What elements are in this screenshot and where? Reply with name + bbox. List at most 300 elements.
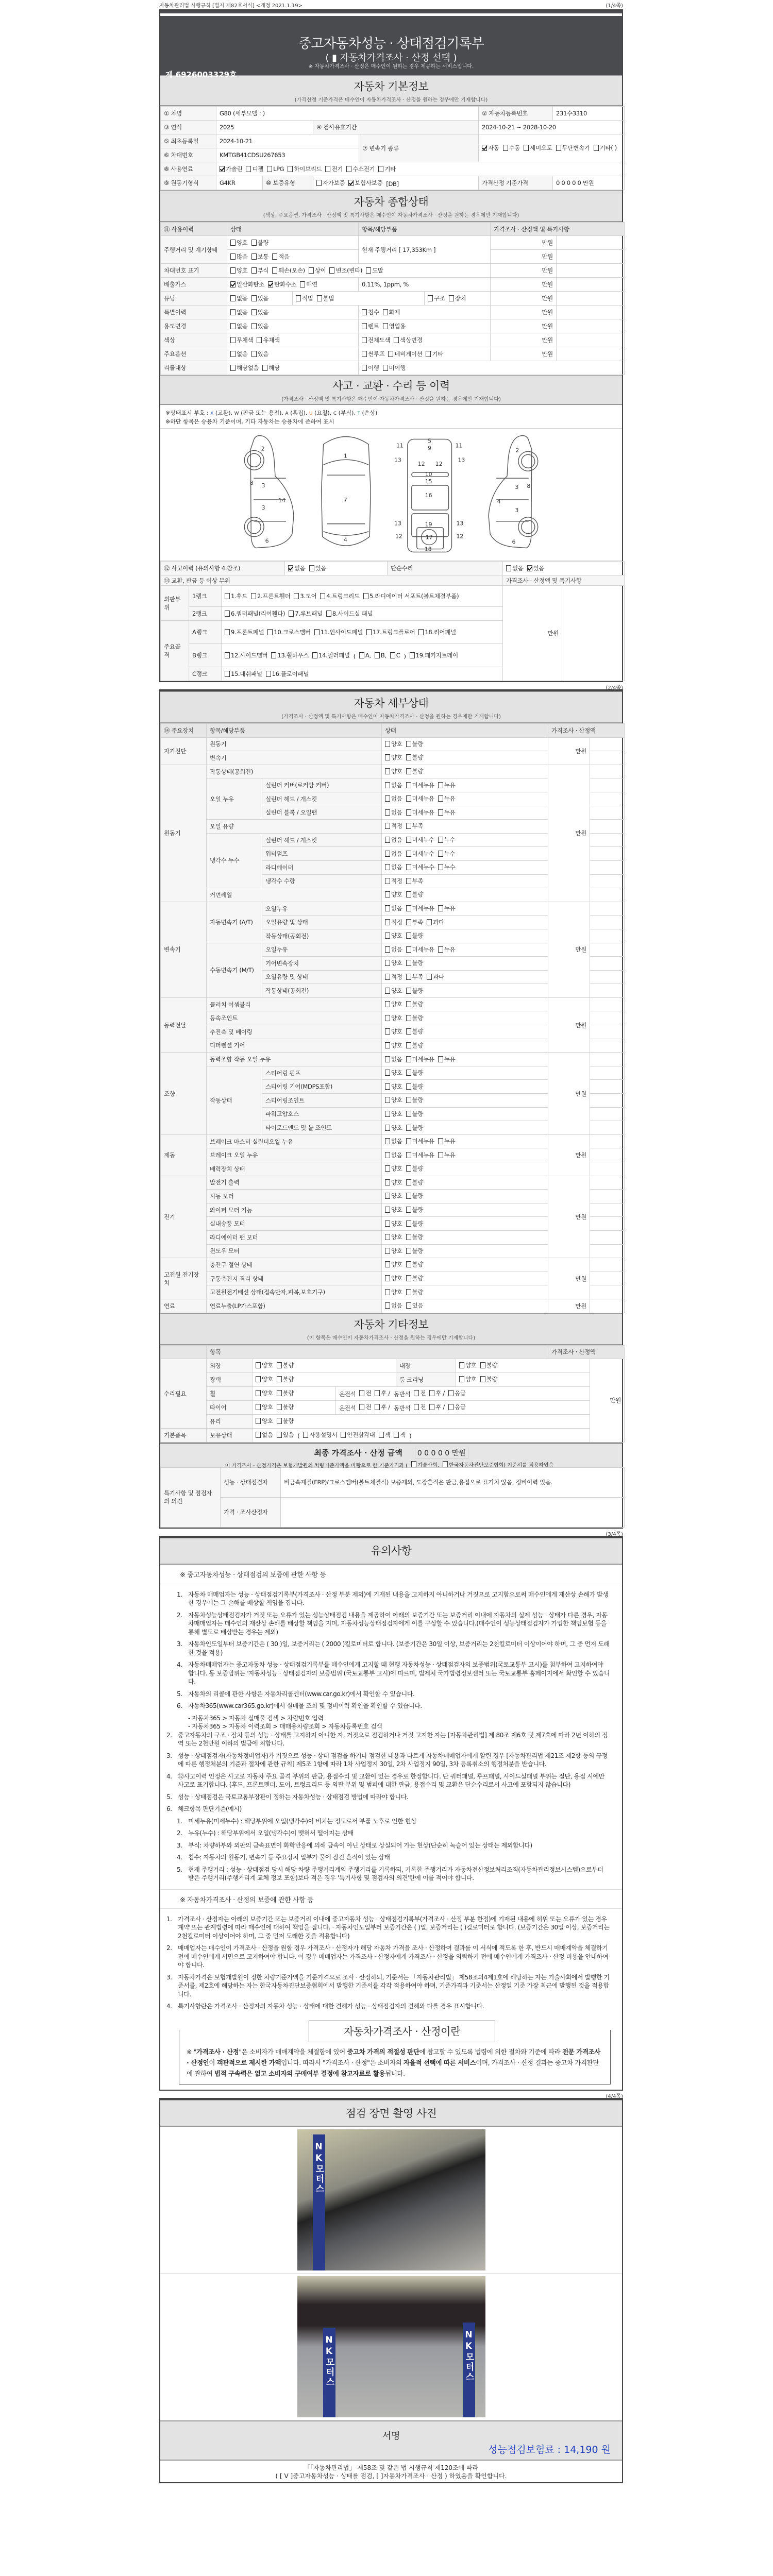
checkbox[interactable] — [406, 1001, 411, 1007]
checkbox-option[interactable] — [406, 808, 434, 817]
checkbox-option[interactable] — [251, 322, 269, 330]
checkbox[interactable] — [385, 782, 390, 788]
checkbox[interactable] — [426, 351, 431, 357]
checkbox-option[interactable] — [385, 890, 402, 899]
checkbox-option[interactable] — [385, 1082, 402, 1091]
checkbox[interactable] — [230, 309, 236, 315]
checkbox[interactable] — [385, 960, 390, 966]
checkbox-option[interactable] — [325, 165, 343, 173]
checkbox[interactable] — [385, 1111, 390, 1117]
checkbox[interactable] — [230, 323, 236, 329]
checkbox[interactable] — [429, 1390, 434, 1396]
checkbox[interactable] — [375, 1390, 380, 1396]
checkbox[interactable] — [246, 166, 251, 172]
checkbox[interactable] — [524, 145, 529, 151]
checkbox-option[interactable] — [256, 1361, 273, 1369]
checkbox[interactable] — [428, 295, 433, 301]
checkbox-option[interactable] — [594, 144, 617, 152]
checkbox[interactable] — [406, 891, 411, 897]
checkbox[interactable] — [383, 323, 388, 329]
checkbox-option[interactable] — [272, 252, 290, 261]
checkbox-option[interactable] — [296, 294, 313, 302]
checkbox-option[interactable] — [230, 308, 248, 316]
checkbox[interactable] — [277, 1404, 282, 1410]
checkbox-option[interactable] — [406, 1288, 424, 1296]
checkbox[interactable] — [385, 1015, 390, 1021]
checkbox[interactable] — [268, 281, 273, 287]
checkbox[interactable] — [385, 1221, 390, 1227]
checkbox-option[interactable] — [385, 1247, 402, 1255]
checkbox-option[interactable] — [406, 1274, 424, 1282]
checkbox[interactable] — [385, 1056, 390, 1062]
checkbox-option[interactable] — [316, 179, 345, 187]
checkbox[interactable] — [225, 652, 230, 658]
checkbox-option[interactable] — [406, 877, 424, 885]
checkbox-option[interactable] — [277, 1431, 294, 1439]
checkbox[interactable] — [289, 611, 294, 617]
checkbox-option[interactable] — [394, 1431, 406, 1439]
checkbox[interactable] — [256, 1432, 261, 1438]
checkbox[interactable] — [406, 1070, 411, 1076]
checkbox[interactable] — [267, 166, 272, 172]
checkbox[interactable] — [341, 1432, 346, 1438]
checkbox[interactable] — [482, 145, 487, 151]
checkbox[interactable] — [443, 1461, 448, 1467]
checkbox-option[interactable] — [230, 294, 248, 302]
checkbox-option[interactable] — [556, 144, 590, 152]
checkbox-option[interactable] — [385, 1124, 402, 1132]
checkbox[interactable] — [406, 1083, 411, 1090]
checkbox-option[interactable] — [366, 628, 415, 636]
checkbox-option[interactable] — [429, 1389, 445, 1397]
checkbox-option[interactable] — [379, 1431, 391, 1439]
checkbox[interactable] — [230, 281, 236, 287]
checkbox-option[interactable] — [309, 266, 326, 275]
checkbox-option[interactable] — [385, 931, 402, 940]
checkbox[interactable] — [256, 1418, 261, 1424]
checkbox[interactable] — [225, 671, 230, 677]
checkbox-option[interactable] — [220, 165, 242, 173]
checkbox[interactable] — [385, 1261, 390, 1267]
checkbox-option[interactable] — [268, 280, 296, 289]
checkbox[interactable] — [366, 267, 371, 274]
checkbox[interactable] — [406, 1125, 411, 1131]
checkbox[interactable] — [375, 652, 380, 658]
checkbox-option[interactable] — [257, 336, 279, 344]
checkbox[interactable] — [251, 253, 257, 260]
checkbox-option[interactable] — [406, 1137, 434, 1145]
checkbox-option[interactable] — [230, 266, 248, 275]
checkbox[interactable] — [448, 1390, 453, 1396]
checkbox-option[interactable] — [362, 308, 379, 316]
checkbox-option[interactable] — [385, 918, 402, 926]
checkbox-option[interactable] — [406, 1247, 424, 1255]
checkbox[interactable] — [251, 267, 257, 274]
checkbox-option[interactable] — [288, 564, 306, 572]
checkbox[interactable] — [406, 1207, 411, 1213]
checkbox[interactable] — [414, 1390, 419, 1396]
checkbox-option[interactable] — [406, 918, 424, 926]
checkbox[interactable] — [406, 1275, 411, 1281]
checkbox[interactable] — [406, 1179, 411, 1185]
checkbox-option[interactable] — [348, 179, 382, 187]
checkbox-option[interactable] — [438, 863, 456, 871]
checkbox-option[interactable] — [385, 1014, 402, 1022]
checkbox-option[interactable] — [427, 973, 444, 981]
checkbox[interactable] — [359, 1404, 364, 1410]
checkbox-option[interactable] — [385, 822, 402, 830]
checkbox-option[interactable] — [300, 280, 317, 289]
checkbox-option[interactable] — [383, 364, 406, 372]
checkbox-option[interactable] — [385, 1069, 402, 1077]
checkbox-option[interactable] — [230, 239, 248, 247]
checkbox-option[interactable] — [406, 1055, 434, 1063]
checkbox[interactable] — [385, 795, 390, 802]
checkbox-option[interactable] — [225, 628, 264, 636]
checkbox[interactable] — [385, 741, 390, 747]
checkbox[interactable] — [251, 323, 257, 329]
checkbox-option[interactable] — [414, 1389, 426, 1397]
checkbox-option[interactable] — [406, 1178, 424, 1187]
checkbox[interactable] — [459, 1376, 464, 1382]
checkbox-option[interactable] — [303, 1431, 337, 1439]
checkbox[interactable] — [277, 1362, 282, 1368]
checkbox[interactable] — [256, 1362, 261, 1368]
checkbox[interactable] — [594, 145, 599, 151]
checkbox-option[interactable] — [230, 280, 264, 289]
checkbox[interactable] — [325, 166, 330, 172]
checkbox-option[interactable] — [406, 1110, 424, 1118]
checkbox[interactable] — [385, 1234, 390, 1240]
checkbox[interactable] — [480, 1362, 485, 1368]
checkbox-option[interactable] — [385, 1178, 402, 1187]
checkbox-option[interactable] — [438, 850, 456, 858]
checkbox-option[interactable] — [385, 863, 402, 871]
checkbox[interactable] — [406, 1221, 411, 1227]
checkbox-option[interactable] — [359, 1389, 371, 1397]
checkbox[interactable] — [385, 754, 390, 760]
checkbox[interactable] — [410, 652, 415, 658]
checkbox-option[interactable] — [383, 308, 400, 316]
checkbox[interactable] — [480, 1376, 485, 1382]
checkbox[interactable] — [385, 1138, 390, 1144]
checkbox[interactable] — [251, 593, 256, 599]
checkbox-option[interactable] — [385, 1260, 402, 1268]
checkbox-option[interactable] — [406, 1082, 424, 1091]
checkbox[interactable] — [363, 593, 368, 599]
checkbox-option[interactable] — [406, 931, 424, 940]
checkbox[interactable] — [277, 1390, 282, 1396]
checkbox[interactable] — [385, 1248, 390, 1254]
checkbox-option[interactable] — [406, 1260, 424, 1268]
checkbox-option[interactable] — [385, 836, 402, 844]
checkbox[interactable] — [406, 905, 411, 911]
checkbox-option[interactable] — [385, 1055, 402, 1063]
checkbox-option[interactable] — [385, 1164, 402, 1173]
checkbox[interactable] — [438, 809, 443, 816]
checkbox[interactable] — [385, 1179, 390, 1185]
checkbox[interactable] — [406, 1152, 411, 1158]
checkbox-option[interactable] — [448, 1403, 466, 1411]
checkbox-option[interactable] — [385, 1096, 402, 1104]
checkbox-option[interactable] — [406, 1219, 424, 1228]
checkbox[interactable] — [438, 864, 443, 870]
checkbox-option[interactable] — [406, 781, 434, 789]
checkbox-option[interactable] — [406, 850, 434, 858]
checkbox[interactable] — [438, 1056, 443, 1062]
checkbox[interactable] — [385, 1302, 390, 1309]
checkbox[interactable] — [362, 365, 367, 371]
checkbox-option[interactable] — [251, 266, 269, 275]
checkbox-option[interactable] — [527, 564, 545, 572]
checkbox[interactable] — [362, 351, 367, 357]
checkbox[interactable] — [272, 253, 277, 260]
checkbox[interactable] — [427, 974, 432, 980]
checkbox[interactable] — [385, 823, 390, 829]
checkbox[interactable] — [438, 795, 443, 802]
checkbox-option[interactable] — [385, 740, 402, 748]
checkbox-option[interactable] — [406, 863, 434, 871]
checkbox-option[interactable] — [230, 322, 248, 330]
checkbox[interactable] — [296, 295, 301, 301]
checkbox-option[interactable] — [277, 1389, 294, 1397]
checkbox[interactable] — [385, 1083, 390, 1090]
checkbox[interactable] — [362, 323, 367, 329]
checkbox-option[interactable] — [267, 165, 284, 173]
checkbox-option[interactable] — [406, 1124, 424, 1132]
checkbox-option[interactable] — [341, 1431, 375, 1439]
checkbox[interactable] — [225, 629, 230, 635]
checkbox-option[interactable] — [230, 364, 259, 372]
checkbox-option[interactable] — [438, 808, 456, 817]
checkbox[interactable] — [230, 337, 236, 343]
checkbox-option[interactable] — [266, 670, 309, 678]
checkbox-option[interactable] — [385, 973, 402, 981]
checkbox[interactable] — [438, 837, 443, 843]
checkbox[interactable] — [390, 652, 395, 658]
checkbox[interactable] — [406, 795, 411, 802]
checkbox[interactable] — [556, 145, 561, 151]
checkbox[interactable] — [271, 652, 276, 658]
checkbox[interactable] — [288, 565, 293, 571]
checkbox-option[interactable] — [251, 308, 269, 316]
checkbox[interactable] — [385, 851, 390, 857]
checkbox-option[interactable] — [246, 165, 263, 173]
checkbox-option[interactable] — [385, 781, 402, 789]
checkbox-option[interactable] — [443, 1461, 553, 1468]
checkbox[interactable] — [230, 267, 236, 274]
checkbox-option[interactable] — [385, 1000, 402, 1008]
checkbox-option[interactable] — [251, 294, 269, 302]
checkbox-option[interactable] — [428, 294, 445, 302]
checkbox[interactable] — [406, 851, 411, 857]
checkbox-option[interactable] — [406, 1069, 424, 1077]
checkbox[interactable] — [230, 365, 236, 371]
checkbox[interactable] — [385, 1125, 390, 1131]
checkbox-option[interactable] — [406, 1041, 424, 1049]
checkbox-option[interactable] — [362, 322, 379, 330]
checkbox[interactable] — [294, 593, 299, 599]
checkbox-option[interactable] — [438, 1137, 456, 1145]
checkbox[interactable] — [385, 974, 390, 980]
checkbox-option[interactable] — [385, 1219, 402, 1228]
checkbox[interactable] — [406, 1042, 411, 1048]
checkbox-option[interactable] — [385, 753, 402, 761]
checkbox-option[interactable] — [459, 1375, 477, 1383]
checkbox-option[interactable] — [385, 1288, 402, 1296]
checkbox[interactable] — [406, 782, 411, 788]
checkbox-option[interactable] — [406, 1151, 434, 1159]
checkbox[interactable] — [406, 823, 411, 829]
checkbox[interactable] — [385, 1001, 390, 1007]
checkbox[interactable] — [385, 946, 390, 953]
checkbox-option[interactable] — [385, 808, 402, 817]
checkbox[interactable] — [362, 309, 367, 315]
checkbox[interactable] — [406, 1111, 411, 1117]
checkbox-option[interactable] — [406, 1206, 424, 1214]
checkbox-option[interactable] — [406, 959, 424, 967]
checkbox[interactable] — [272, 267, 277, 274]
checkbox[interactable] — [506, 565, 511, 571]
checkbox[interactable] — [346, 166, 351, 172]
checkbox[interactable] — [366, 629, 372, 635]
checkbox[interactable] — [406, 1056, 411, 1062]
checkbox[interactable] — [406, 960, 411, 966]
checkbox[interactable] — [277, 1418, 282, 1424]
checkbox[interactable] — [406, 1302, 411, 1309]
checkbox[interactable] — [348, 180, 354, 186]
checkbox[interactable] — [329, 267, 334, 274]
checkbox[interactable] — [378, 166, 383, 172]
checkbox[interactable] — [225, 593, 230, 599]
checkbox[interactable] — [448, 1404, 453, 1410]
checkbox[interactable] — [438, 782, 443, 788]
checkbox-option[interactable] — [375, 1389, 390, 1397]
checkbox[interactable] — [385, 988, 390, 994]
checkbox[interactable] — [385, 1042, 390, 1048]
checkbox-option[interactable] — [230, 336, 253, 344]
checkbox-option[interactable] — [406, 822, 424, 830]
checkbox-option[interactable] — [438, 1055, 456, 1063]
checkbox-option[interactable] — [438, 781, 456, 789]
checkbox-option[interactable] — [480, 1375, 498, 1383]
checkbox[interactable] — [385, 1289, 390, 1295]
checkbox-option[interactable] — [406, 945, 434, 954]
checkbox[interactable] — [385, 768, 390, 774]
checkbox[interactable] — [385, 1152, 390, 1158]
checkbox[interactable] — [406, 809, 411, 816]
checkbox[interactable] — [251, 309, 257, 315]
checkbox-option[interactable] — [438, 945, 456, 954]
checkbox-option[interactable] — [406, 1164, 424, 1173]
checkbox[interactable] — [449, 295, 454, 301]
checkbox[interactable] — [406, 1289, 411, 1295]
checkbox[interactable] — [385, 864, 390, 870]
checkbox-option[interactable] — [385, 877, 402, 885]
checkbox[interactable] — [256, 1390, 261, 1396]
checkbox[interactable] — [411, 1461, 416, 1467]
checkbox[interactable] — [406, 1165, 411, 1172]
checkbox[interactable] — [267, 629, 273, 635]
checkbox-option[interactable] — [406, 890, 424, 899]
checkbox-option[interactable] — [271, 651, 309, 659]
checkbox[interactable] — [230, 295, 236, 301]
checkbox[interactable] — [414, 1404, 419, 1410]
checkbox[interactable] — [383, 365, 388, 371]
checkbox[interactable] — [527, 565, 532, 571]
checkbox[interactable] — [406, 878, 411, 884]
checkbox-option[interactable] — [385, 1192, 402, 1200]
checkbox-option[interactable] — [375, 652, 386, 659]
checkbox[interactable] — [394, 1432, 399, 1438]
checkbox-option[interactable] — [385, 1137, 402, 1145]
checkbox-option[interactable] — [414, 1403, 426, 1411]
checkbox-option[interactable] — [256, 1431, 273, 1439]
checkbox[interactable] — [257, 337, 262, 343]
checkbox-option[interactable] — [406, 753, 424, 761]
checkbox-option[interactable] — [385, 1301, 402, 1310]
checkbox[interactable] — [230, 240, 236, 246]
checkbox[interactable] — [406, 1015, 411, 1021]
checkbox[interactable] — [375, 1404, 380, 1410]
checkbox[interactable] — [406, 1097, 411, 1103]
checkbox-option[interactable] — [362, 364, 379, 372]
checkbox-option[interactable] — [272, 266, 305, 275]
checkbox-option[interactable] — [449, 294, 466, 302]
checkbox[interactable] — [266, 671, 271, 677]
checkbox-option[interactable] — [277, 1361, 294, 1369]
checkbox-option[interactable] — [312, 651, 350, 659]
checkbox[interactable] — [406, 1138, 411, 1144]
checkbox-option[interactable] — [225, 651, 267, 659]
checkbox[interactable] — [385, 1028, 390, 1035]
checkbox-option[interactable] — [329, 266, 362, 275]
checkbox[interactable] — [230, 253, 236, 260]
checkbox-option[interactable] — [359, 1403, 371, 1411]
checkbox-option[interactable] — [251, 350, 269, 358]
checkbox[interactable] — [385, 809, 390, 816]
checkbox-option[interactable] — [363, 592, 459, 600]
checkbox-option[interactable] — [448, 1389, 466, 1397]
checkbox-option[interactable] — [256, 1389, 273, 1397]
checkbox[interactable] — [251, 295, 257, 301]
checkbox[interactable] — [225, 611, 230, 617]
checkbox[interactable] — [220, 166, 225, 172]
checkbox[interactable] — [406, 741, 411, 747]
checkbox[interactable] — [385, 1165, 390, 1172]
checkbox[interactable] — [438, 1152, 443, 1158]
checkbox-option[interactable] — [406, 836, 434, 844]
checkbox[interactable] — [288, 166, 293, 172]
checkbox-option[interactable] — [277, 1417, 294, 1425]
checkbox[interactable] — [385, 1070, 390, 1076]
checkbox[interactable] — [406, 1193, 411, 1199]
checkbox-option[interactable] — [406, 1096, 424, 1104]
checkbox-option[interactable] — [406, 794, 434, 803]
checkbox[interactable] — [394, 337, 399, 343]
checkbox[interactable] — [406, 946, 411, 953]
checkbox[interactable] — [251, 240, 257, 246]
checkbox-option[interactable] — [277, 1375, 294, 1383]
checkbox[interactable] — [385, 1207, 390, 1213]
checkbox[interactable] — [406, 837, 411, 843]
checkbox-option[interactable] — [385, 1233, 402, 1241]
checkbox[interactable] — [406, 754, 411, 760]
checkbox[interactable] — [300, 281, 305, 287]
checkbox[interactable] — [418, 629, 424, 635]
checkbox-option[interactable] — [251, 239, 269, 247]
checkbox-option[interactable] — [256, 1417, 273, 1425]
